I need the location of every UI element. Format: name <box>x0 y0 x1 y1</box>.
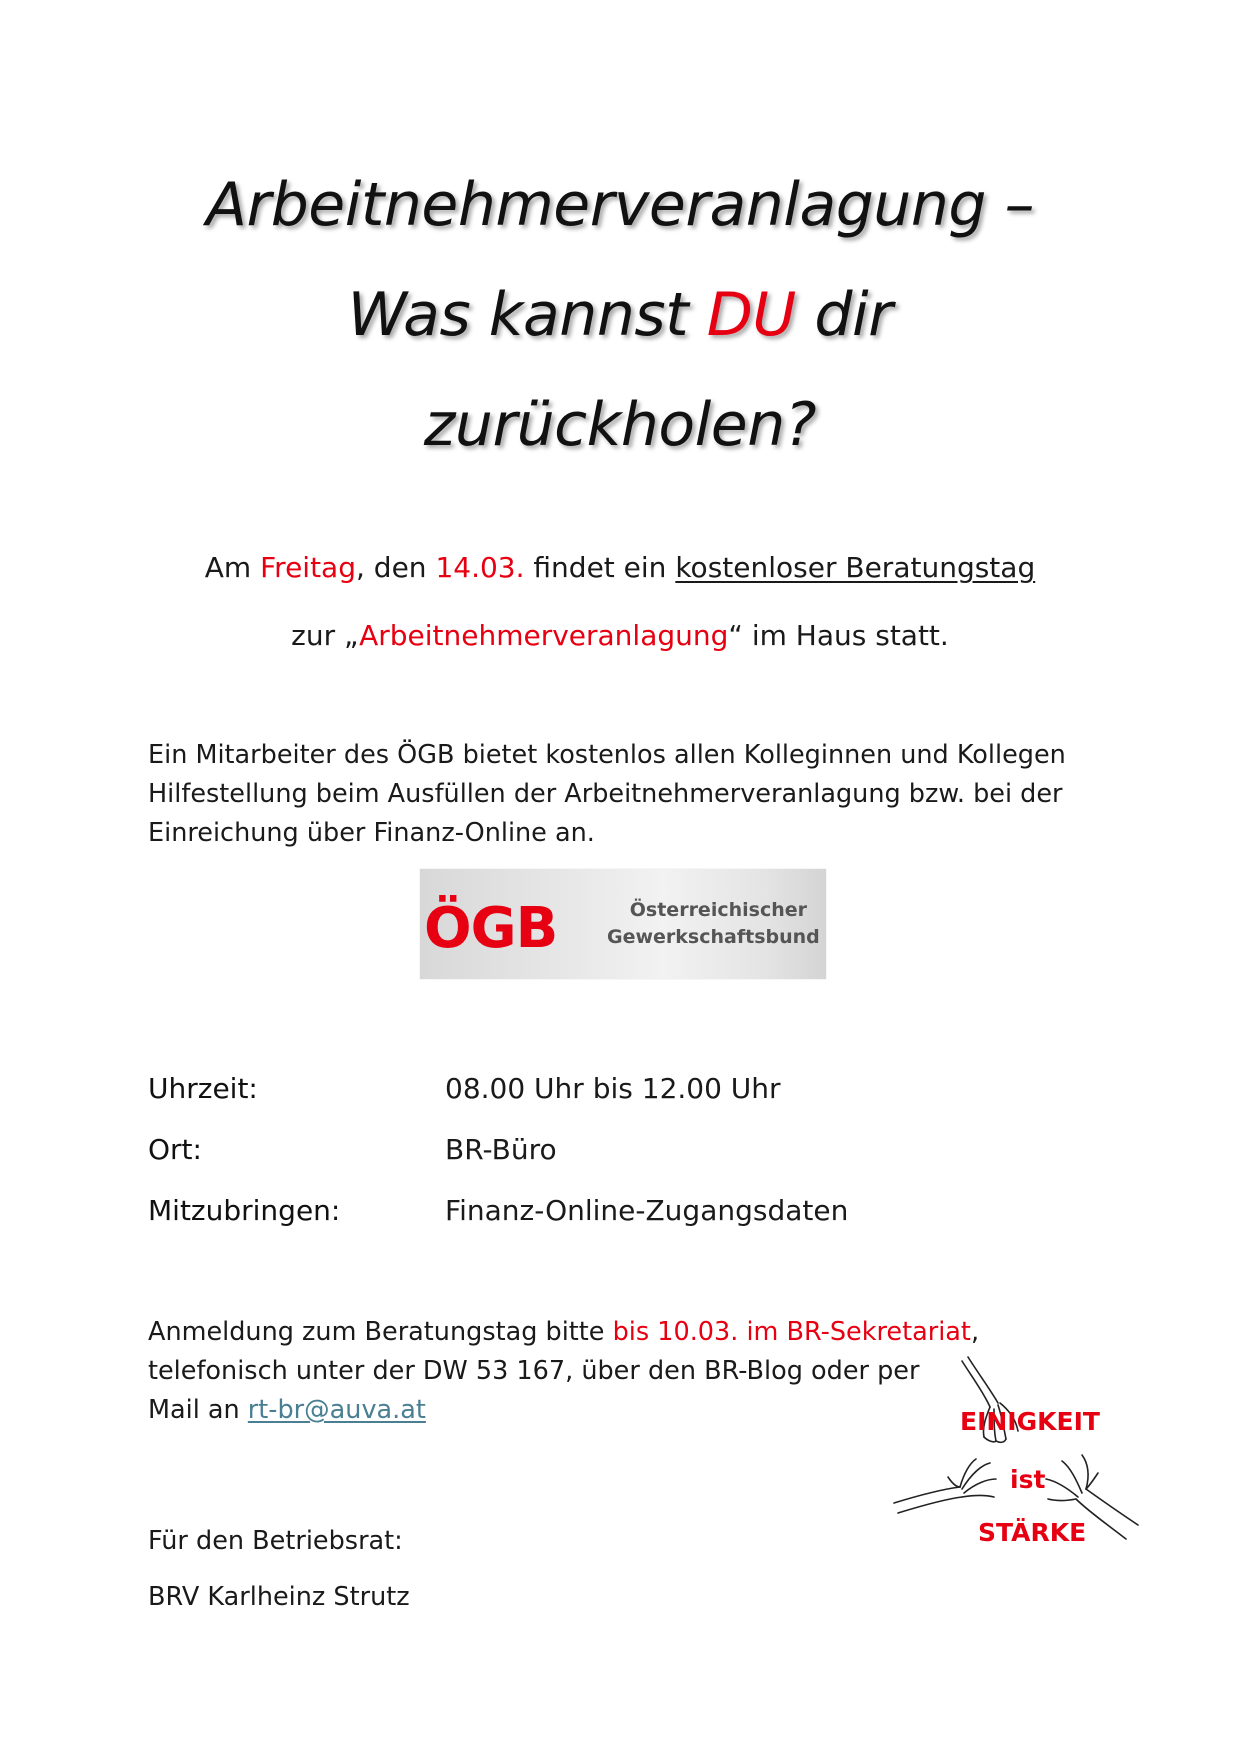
registration-text: , <box>970 1317 980 1347</box>
detail-label: Uhrzeit: <box>148 1072 258 1105</box>
intro-line-1 <box>0 551 1240 584</box>
intro-text: “ im Haus statt. <box>728 619 949 652</box>
title-line-1: Arbeitnehmerveranlagung – <box>205 170 1035 240</box>
title-line-2 <box>0 260 1240 370</box>
oegb-logo-name <box>607 897 820 951</box>
title-line-2-pre: Was kannst <box>347 280 707 350</box>
intro-line-2 <box>0 619 1240 652</box>
registration-line-3 <box>148 1391 968 1430</box>
poster-title <box>0 150 1240 480</box>
signature-label: Für den Betriebsrat: <box>148 1526 403 1556</box>
detail-label: Mitzubringen: <box>148 1194 341 1227</box>
registration-text: Anmeldung zum Beratungstag bitte <box>148 1317 613 1347</box>
paragraph-line: Hilfestellung beim Ausfüllen der Arbeitnehmerveranlagung bzw. bei der <box>148 779 1063 809</box>
intro-text: zur „ <box>291 619 360 652</box>
intro-term: Arbeitnehmerveranlagung <box>359 619 729 652</box>
oegb-logo-mark-text: ÖGB <box>424 896 558 957</box>
detail-label: Ort: <box>148 1133 202 1166</box>
title-line-3: zurückholen? <box>423 390 817 460</box>
intro-text: Am <box>204 551 261 584</box>
registration-deadline: bis 10.03. im BR-Sekretariat <box>612 1317 971 1347</box>
intro-text: findet ein <box>524 551 676 584</box>
registration-text: Mail an <box>148 1395 248 1425</box>
registration-line-2: telefonisch unter der DW 53 167, über den BR-Blog oder per <box>148 1356 920 1386</box>
unity-word-1: EINIGKEIT <box>960 1407 1100 1436</box>
unity-word-2: ist <box>1010 1465 1046 1494</box>
registration-line-1 <box>148 1313 980 1352</box>
title-highlight-du: DU <box>706 280 796 350</box>
registration-info <box>148 1313 980 1430</box>
email-link[interactable]: rt-br@auva.at <box>247 1395 426 1425</box>
detail-value: Finanz-Online-Zugangsdaten <box>445 1194 849 1227</box>
intro-date: 14.03. <box>435 551 525 584</box>
detail-value: 08.00 Uhr bis 12.00 Uhr <box>445 1072 781 1105</box>
signature-name: BRV Karlheinz Strutz <box>148 1582 410 1612</box>
intro-free-consultation: kostenloser Beratungstag <box>675 551 1036 584</box>
unity-logo <box>890 1355 1150 1570</box>
unity-word-3: STÄRKE <box>978 1518 1087 1547</box>
intro-text: , den <box>356 551 436 584</box>
oegb-logo-name-line-2: Gewerkschaftsbund <box>607 926 820 948</box>
description-paragraph <box>148 736 1108 853</box>
oegb-logo-mark <box>422 891 572 957</box>
paragraph-line: Einreichung über Finanz-Online an. <box>148 818 595 848</box>
title-line-2-post: dir <box>795 280 893 350</box>
paragraph-line: Ein Mitarbeiter des ÖGB bietet kostenlos allen Kolleginnen und Kollegen <box>148 740 1066 770</box>
intro-day: Freitag <box>260 551 356 584</box>
oegb-logo-name-line-1: Österreichischer <box>629 899 807 921</box>
oegb-logo <box>420 869 826 979</box>
detail-value: BR-Büro <box>445 1133 557 1166</box>
